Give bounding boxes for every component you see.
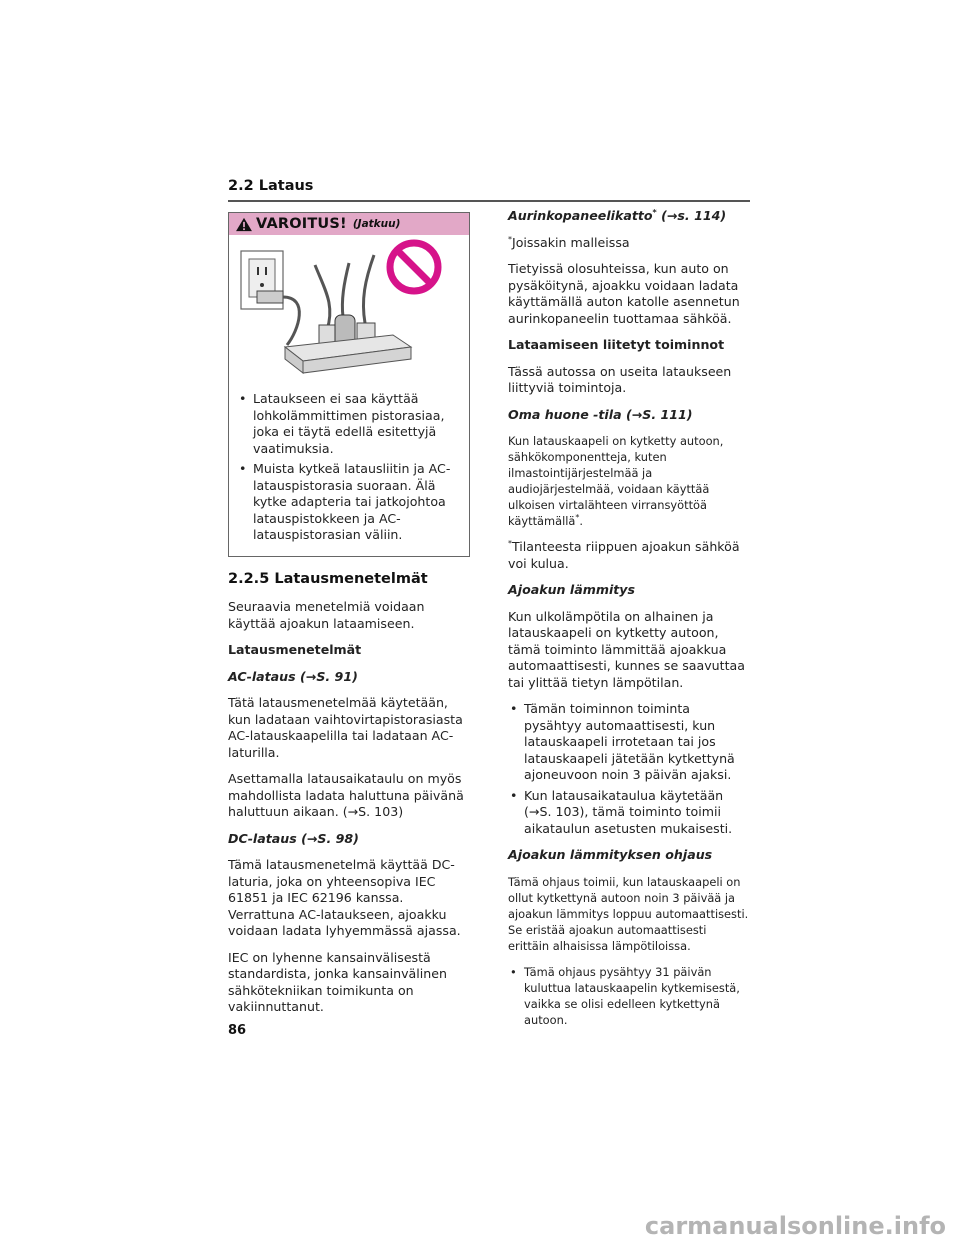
solar-star: * [652, 207, 657, 217]
warning-box [228, 212, 470, 557]
warning-body [229, 385, 469, 556]
solar-heading-text: Aurinkopaneelikatto [508, 208, 653, 223]
my-room-note-text: Tilanteesta riippuen ajoakun sähköä voi kulua. [508, 539, 740, 571]
my-room-text: Kun latauskaapeli on kytketty autoon, sähkökomponentteja, kuten ilmastointijärjestelmää ja audiojärjestelmää, voidaan käyttää ulkoisen virtalähteen virransyöttöä käyttämällä [508, 434, 724, 528]
solar-paragraph: Tietyissä olosuhteissa, kun auto on pysäköitynä, ajoakku voidaan ladata käyttämällä auton katolle asennetun aurinkopaneelin tuottamaa sähköä. [508, 261, 740, 326]
ac-charging-heading: AC-lataus (→S. 91) [228, 668, 358, 684]
heating-bullet-1 [508, 701, 750, 784]
bullet-dot: • [510, 787, 518, 803]
warning-illustration [229, 235, 469, 385]
solar-note [508, 235, 750, 252]
ac-paragraph-1: Tätä latausmenetelmää käytetään, kun ladataan vaihtovirtapistorasiasta AC-latauskaapelilla tai ladataan AC-laturilla. [228, 695, 463, 760]
my-room-star: * [575, 513, 580, 523]
related-functions-heading: Lataamiseen liitetyt toiminnot [508, 337, 725, 352]
heating-control-heading: Ajoakun lämmityksen ohjaus [508, 847, 713, 862]
bullet-dot: • [239, 391, 247, 406]
intro-paragraph: Seuraavia menetelmiä voidaan käyttää ajoakun lataamiseen. [228, 599, 425, 631]
warning-header [229, 213, 469, 235]
warning-triangle-icon [235, 217, 253, 232]
header-title: 2.2 Lataus [228, 178, 314, 194]
page-header [228, 178, 750, 194]
page-number: 86 [228, 1023, 247, 1038]
heating-bullet-2 [508, 788, 750, 838]
control-bullet-1 [508, 964, 750, 1028]
left-column [228, 212, 470, 1026]
right-column [508, 208, 750, 1032]
related-functions-paragraph: Tässä autossa on useita lataukseen liittyviä toimintoja. [508, 363, 732, 395]
my-room-paragraph [508, 433, 750, 529]
section-title: 2.2.5 Latausmenetelmät [228, 570, 428, 587]
watermark: carmanualsonline.info [644, 1212, 946, 1240]
solar-note-text: Joissakin malleissa [512, 234, 630, 250]
battery-heating-paragraph: Kun ulkolämpötila on alhainen ja latauskaapeli on kytketty autoon, tämä toiminto lämmittää ajoakkua automaattisesti, kunnes se saavuttaa tai ylittää tietyn lämpötilan. [508, 608, 745, 690]
bullet-dot: • [510, 701, 518, 716]
solar-note-star: * [508, 234, 512, 244]
bullet-dot: • [239, 461, 247, 476]
solar-roof-heading [508, 208, 750, 225]
dc-paragraph-1: Tämä latausmenetelmä käyttää DC-laturia, joka on yhteensopiva IEC 61851 ja IEC 62196 kanssa. Verrattuna AC-lataukseen, ajoakku voidaan ladata lyhyemmässä ajassa. [228, 857, 461, 938]
my-room-end: . [579, 514, 584, 528]
solar-ref: (→s. 114) [656, 208, 727, 223]
warning-bullet-2 [237, 461, 463, 544]
warning-continued: (Jatkuu) [352, 217, 401, 230]
dc-charging-heading: DC-lataus (→S. 98) [228, 830, 359, 846]
my-room-note-star: * [508, 538, 512, 548]
warning-bullet-1 [237, 391, 463, 457]
bullet-dot: • [510, 964, 517, 979]
my-room-note [508, 539, 750, 572]
battery-heating-heading: Ajoakun lämmitys [508, 582, 636, 597]
heating-control-paragraph: Tämä ohjaus toimii, kun latauskaapeli on ollut kytkettynä autoon noin 3 päivää ja ajoakun lämmitys loppuu automaattisesti. Se eristää ajoakun automaattisesti erittäin alhaisissa lämpötiloissa. [508, 874, 749, 953]
my-room-heading: Oma huone -tila (→S. 111) [508, 406, 693, 422]
dc-paragraph-2: IEC on lyhenne kansainvälisestä standardista, jonka kansainvälinen sähkötekniikan toimikunta on vakiinnuttanut. [228, 949, 447, 1014]
warning-bullet-text: Lataukseen ei saa käyttää lohkolämmittimen pistorasiaa, joka ei täytä edellä esitettyjä vaatimuksia. [253, 391, 445, 456]
warning-title: VAROITUS! [256, 215, 347, 232]
heating-bullet-text: Tämän toiminnon toiminta pysähtyy automaattisesti, kun latauskaapeli irrotetaan tai jos latauskaapeli jätetään kytkettynä ajoneuvoon noin 3 päivän ajaksi. [524, 701, 735, 782]
ac-paragraph-2: Asettamalla latausaikataulu on myös mahdollista ladata haluttuna päivänä haluttuun aikaan. (→S. 103) [228, 771, 464, 819]
control-bullet-text: Tämä ohjaus pysähtyy 31 päivän kuluttua latauskaapelin kytkemisestä, vaikka se olisi edelleen kytkettynä autoon. [524, 964, 740, 1027]
methods-heading: Latausmenetelmät [228, 642, 362, 657]
warning-bullet-text: Muista kytkeä latausliitin ja AC-latauspistorasia suoraan. Älä kytke adapteria tai jatkojohtoa latauspistokkeen ja AC-latauspistorasian väliin. [253, 461, 451, 542]
header-rule [228, 200, 750, 202]
heating-bullet-text: Kun latausaikataulua käytetään (→S. 103), tämä toiminto toimii aikataulun asetusten mukaisesti. [524, 787, 733, 836]
